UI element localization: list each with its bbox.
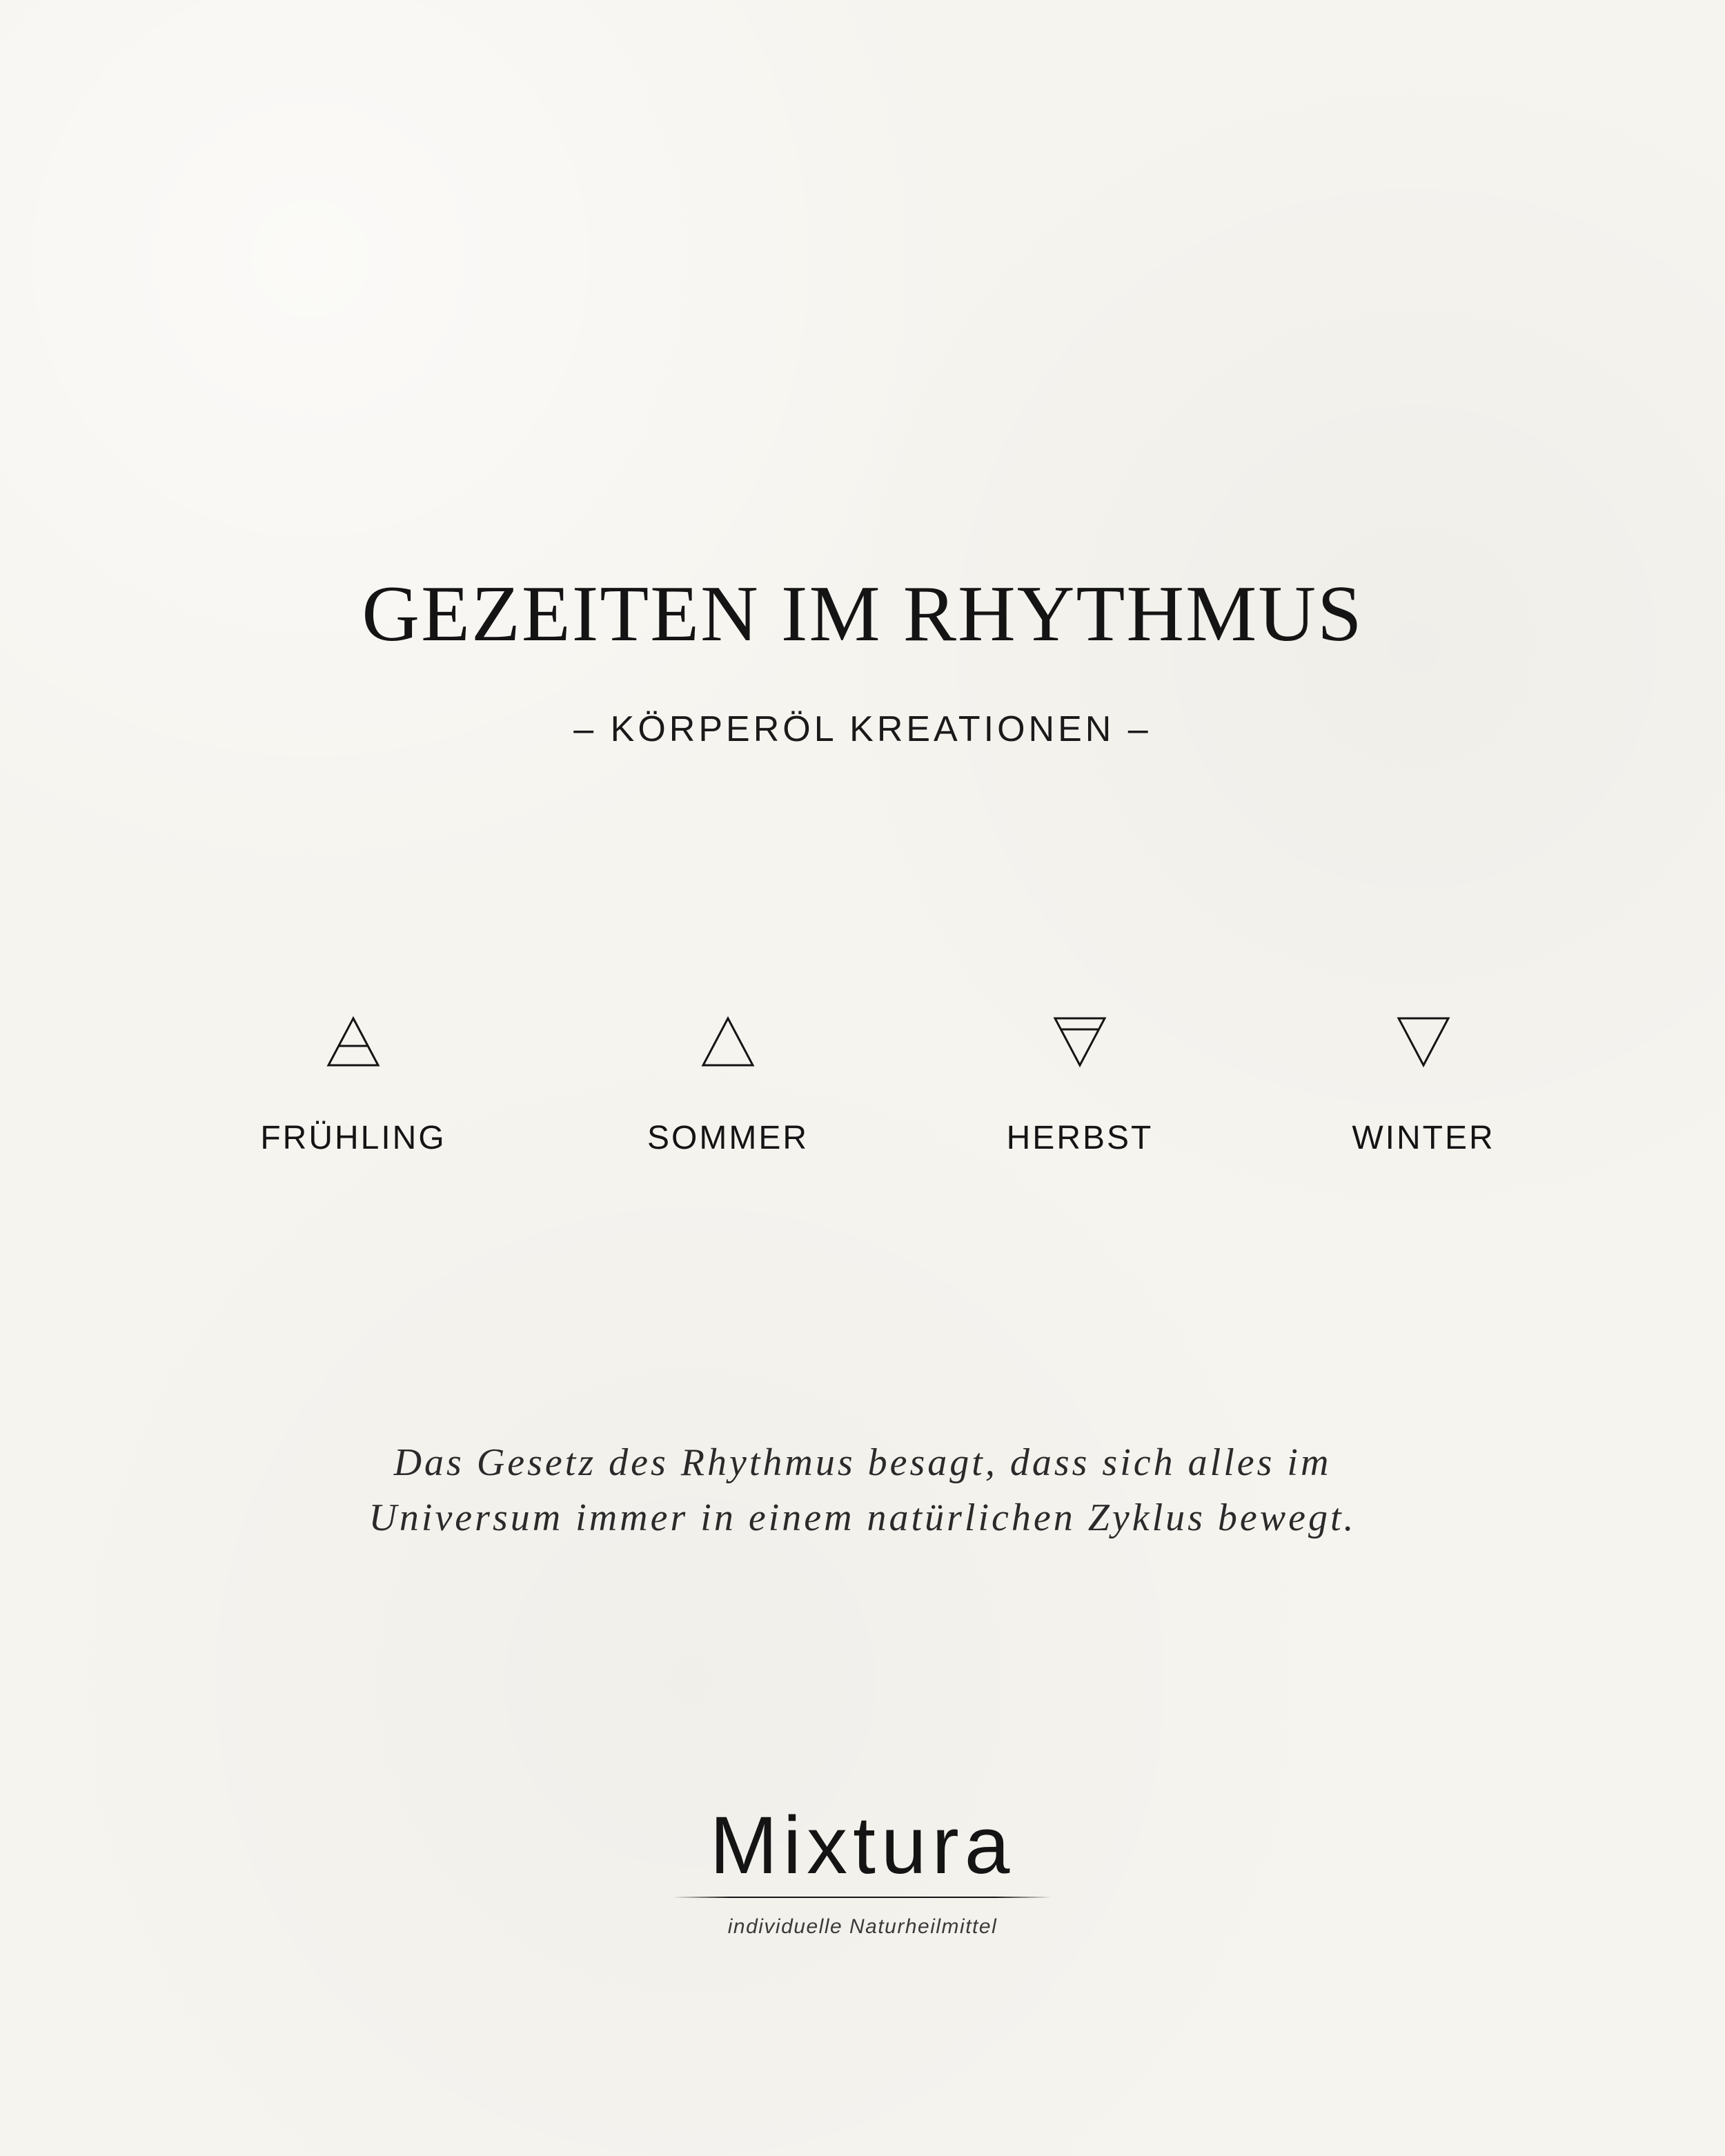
season-label-winter: WINTER [1352,1120,1495,1156]
season-summer [583,1014,873,1159]
season-label-summer: SOMMER [647,1120,809,1156]
page-title: GEZEITEN IM RHYTHMUS [362,570,1363,658]
brand-logo-block [0,1797,1725,1941]
earth-triangle-icon [1051,1014,1109,1069]
quote-line-2: Universum immer in einem natürlichen Zyklus bewegt. [368,1496,1357,1539]
brand-logo: Mixtura [709,1800,1016,1891]
season-label-spring: FRÜHLING [260,1120,446,1156]
brand-tagline: individuelle Naturheilmittel [727,1915,998,1938]
quote-text [0,1435,1725,1545]
season-autumn [935,1014,1225,1159]
logo-underline [673,1897,1052,1898]
season-winter [1279,1014,1568,1159]
water-triangle-icon [1394,1014,1452,1069]
air-triangle-icon [324,1014,382,1069]
season-spring [208,1014,498,1159]
season-label-autumn: HERBST [1006,1120,1154,1156]
fire-triangle-icon [699,1014,757,1069]
page-subtitle: – KÖRPERÖL KREATIONEN – [573,709,1152,749]
quote-line-1: Das Gesetz des Rhythmus besagt, dass sich alles im [393,1441,1332,1484]
